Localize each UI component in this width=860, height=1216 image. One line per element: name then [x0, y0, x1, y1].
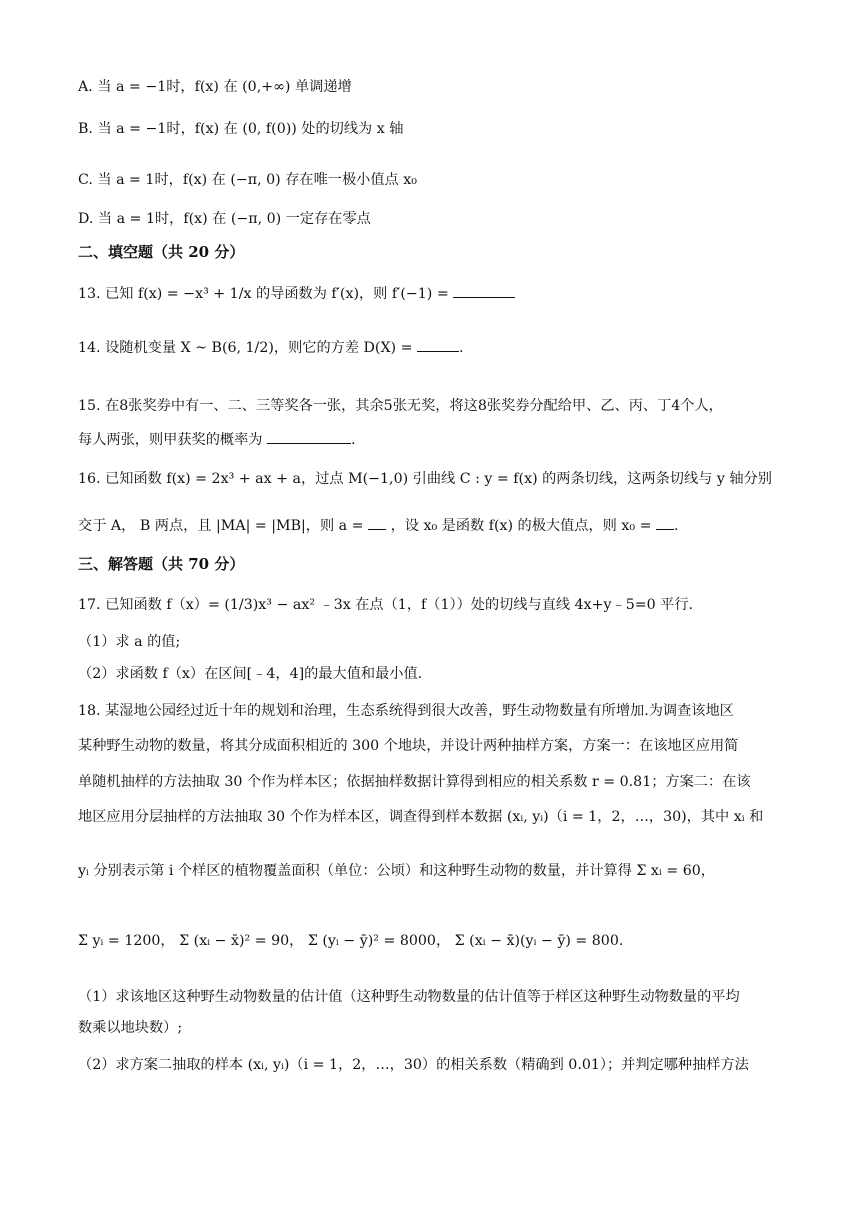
question-13-text: 13. 已知 f(x) = −x³ + 1/x 的导函数为 f′(x)，则 f′(−1) = — [78, 286, 449, 302]
option-c: C. 当 a = 1时，f(x) 在 (−π, 0) 存在唯一极小值点 x₀ — [78, 172, 417, 188]
answer-blank-13 — [453, 283, 515, 298]
question-16-tail: . — [673, 518, 679, 534]
question-15-tail: . — [350, 432, 356, 448]
question-15-line2-text: 每人两张，则甲获奖的概率为 — [78, 432, 263, 448]
answer-blank-15 — [267, 429, 351, 444]
question-14-tail: . — [459, 340, 464, 356]
question-18-line3: 单随机抽样的方法抽取 30 个作为样本区；依据抽样数据计算得到相应的相关系数 r = 0.81；方案二：在该 — [78, 774, 751, 790]
section-fill-in-title: 二、填空题（共 20 分） — [78, 243, 245, 261]
question-18-part1a: （1）求该地区这种野生动物数量的估计值（这种野生动物数量的估计值等于样区这种野生动物数量的平均 — [78, 989, 740, 1005]
option-d: D. 当 a = 1时，f(x) 在 (−π, 0) 一定存在零点 — [78, 211, 371, 227]
answer-blank-16b — [656, 515, 674, 530]
question-18-line2: 某种野生动物的数量，将其分成面积相近的 300 个地块，并设计两种抽样方案，方案一：在该地区应用简 — [78, 738, 739, 754]
option-b: B. 当 a = −1时，f(x) 在 (0, f(0)) 处的切线为 x 轴 — [78, 121, 404, 137]
question-18-line5: yᵢ 分别表示第 i 个样区的植物覆盖面积（单位：公顷）和这种野生动物的数量，并计算得 Σ xᵢ = 60， — [78, 863, 715, 879]
question-16-line2b: ，设 x₀ 是函数 f(x) 的极大值点，则 x₀ = — [390, 518, 652, 534]
question-15-line1: 15. 在8张奖券中有一、二、三等奖各一张，其余5张无奖，将这8张奖券分配给甲、乙、丙、丁4个人， — [78, 398, 723, 414]
answer-blank-16a — [368, 515, 386, 530]
option-a: A. 当 a = −1时，f(x) 在 (0,+∞) 单调递增 — [78, 79, 352, 95]
section-solve-title: 三、解答题（共 70 分） — [78, 555, 245, 573]
question-15-line2 — [78, 429, 798, 451]
answer-blank-14 — [417, 337, 459, 352]
question-17: 17. 已知函数 f（x）= (1/3)x³ − ax² ﹣3x 在点（1，f（1））处的切线与直线 4x+y﹣5=0 平行. — [78, 597, 694, 613]
question-18-part1b: 数乘以地块数）; — [78, 1020, 183, 1036]
question-18-line4: 地区应用分层抽样的方法抽取 30 个作为样本区，调查得到样本数据 (xᵢ, yᵢ)（i = 1，2，…，30)，其中 xᵢ 和 — [78, 809, 764, 825]
question-17-part2: （2）求函数 f（x）在区间[﹣4，4]的最大值和最小值. — [78, 666, 423, 682]
question-17-part1: （1）求 a 的值; — [78, 634, 181, 650]
question-16-line2a: 交于 A， B 两点，且 |MA| = |MB|，则 a = — [78, 518, 364, 534]
question-13 — [78, 283, 798, 305]
question-16-line2 — [78, 515, 798, 537]
question-18-line1: 18. 某湿地公园经过近十年的规划和治理，生态系统得到很大改善，野生动物数量有所增加.为调查该地区 — [78, 703, 734, 719]
question-16-line1: 16. 已知函数 f(x) = 2x³ + ax + a，过点 M(−1,0) 引曲线 C : y = f(x) 的两条切线，这两条切线与 y 轴分别 — [78, 471, 772, 487]
question-18-part2: （2）求方案二抽取的样本 (xᵢ, yᵢ)（i = 1，2，…，30）的相关系数（精确到 0.01）；并判定哪种抽样方法 — [78, 1057, 749, 1073]
question-14 — [78, 337, 798, 359]
question-14-text: 14. 设随机变量 X ~ B(6, 1/2)，则它的方差 D(X) = — [78, 340, 413, 356]
question-18-line6: Σ yᵢ = 1200， Σ (xᵢ − x̄)² = 90， Σ (yᵢ − ȳ)² = 8000， Σ (xᵢ − x̄)(yᵢ − ȳ) = 800. — [78, 933, 624, 949]
